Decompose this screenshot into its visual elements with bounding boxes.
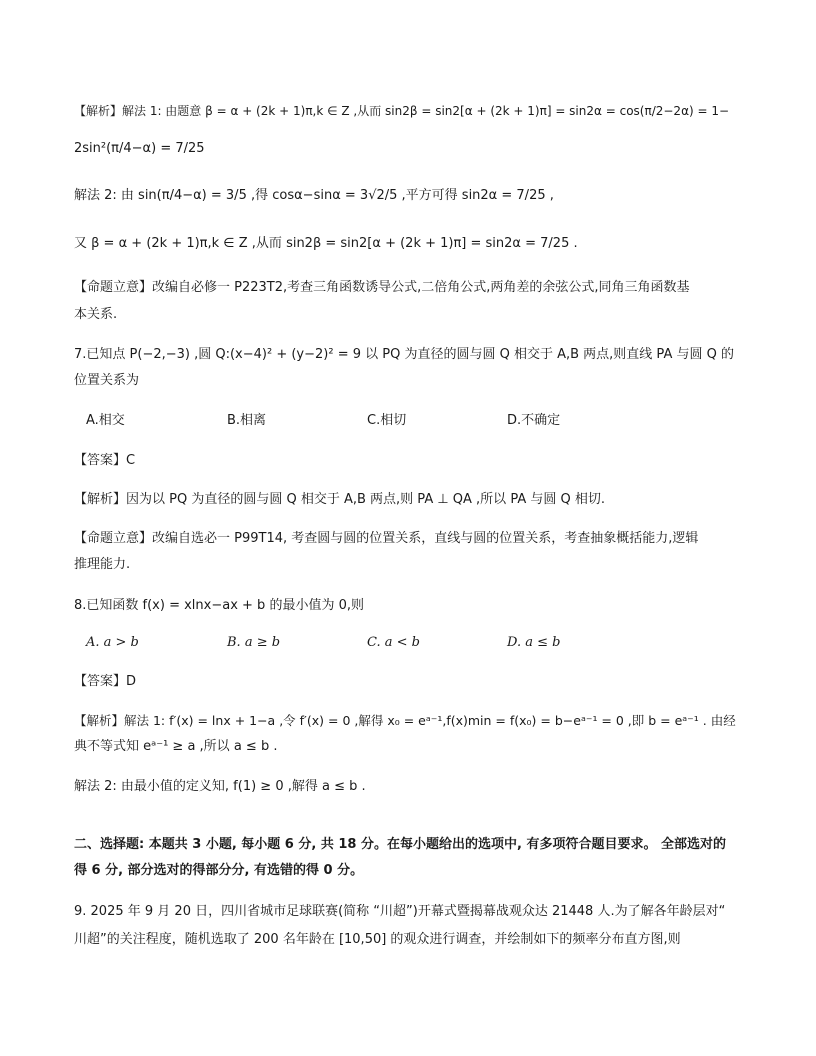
q7-option-a: A.相交 (86, 413, 125, 428)
q8-solution-method2: 解法 2: 由最小值的定义知, f(1) ≥ 0 ,解得 a ≤ b . (74, 779, 366, 794)
q8-solution-line-2: 典不等式知 eᵃ⁻¹ ≥ a ,所以 a ≤ b . (74, 739, 278, 754)
q6-solution-line-1: 【解析】解法 1: 由题意 β = α + (2k + 1)π,k ∈ Z ,从而 sin2β = sin2[α + (2k + 1)π] = sin2α = cos(π/2−2α) = 1− (74, 104, 730, 118)
q7-option-d: D.不确定 (507, 413, 561, 428)
section2-heading-line-2: 得 6 分, 部分选对的得部分分, 有选错的得 0 分。 (74, 863, 364, 878)
q7-option-b: B.相离 (227, 413, 267, 428)
q7-intent-line-1: 【命题立意】改编自选必一 P99T14, 考查圆与圆的位置关系，直线与圆的位置关系，考查抽象概括能力,逻辑 (74, 531, 699, 546)
section2-heading-line-1: 二、选择题: 本题共 3 小题, 每小题 6 分, 共 18 分。在每小题给出的选项中, 有多项符合题目要求。 全部选对的 (74, 837, 726, 852)
q8-option-b: B. a ≥ b (227, 635, 281, 650)
q7-stem-line-1: 7.已知点 P(−2,−3) ,圆 Q:(x−4)² + (y−2)² = 9 以 PQ 为直径的圆与圆 Q 相交于 A,B 两点,则直线 PA 与圆 Q 的 (74, 347, 734, 362)
q6-intent-line-2: 本关系. (74, 307, 118, 322)
q7-intent-line-2: 推理能力. (74, 557, 131, 572)
q6-intent-line-1: 【命题立意】改编自必修一 P223T2,考查三角函数诱导公式,二倍角公式,两角差的余弦公式,同角三角函数基 (74, 280, 690, 295)
q9-stem-line-1: 9. 2025 年 9 月 20 日，四川省城市足球联赛(简称 “川超”)开幕式暨揭幕战观众达 21448 人.为了解各年龄层对“ (74, 904, 726, 919)
q6-solution-line-2: 2sin²(π/4−α) = 7/25 (74, 141, 205, 156)
q6-solution-line-4: 又 β = α + (2k + 1)π,k ∈ Z ,从而 sin2β = sin2[α + (2k + 1)π] = sin2α = 7/25 . (74, 236, 578, 251)
q7-answer: 【答案】C (74, 453, 136, 468)
q6-solution-method2: 解法 2: 由 sin(π/4−α) = 3/5 ,得 cosα−sinα = 3√2/5 ,平方可得 sin2α = 7/25 , (74, 188, 554, 203)
q9-stem-line-2: 川超”的关注程度，随机选取了 200 名年龄在 [10,50] 的观众进行调查，并绘制如下的频率分布直方图,则 (74, 932, 681, 947)
q8-option-d: D. a ≤ b (507, 635, 561, 650)
q7-analysis: 【解析】因为以 PQ 为直径的圆与圆 Q 相交于 A,B 两点,则 PA ⊥ QA ,所以 PA 与圆 Q 相切. (74, 492, 605, 507)
q8-solution-line-1: 【解析】解法 1: f′(x) = lnx + 1−a ,令 f′(x) = 0 ,解得 x₀ = eᵃ⁻¹,f(x)min = f(x₀) = b−eᵃ⁻¹ = 0 ,即 b = eᵃ⁻¹ . 由经 (74, 713, 736, 728)
q8-answer: 【答案】D (74, 674, 137, 689)
q7-stem-line-2: 位置关系为 (74, 373, 140, 388)
q7-option-c: C.相切 (367, 413, 407, 428)
q8-stem: 8.已知函数 f(x) = xlnx−ax + b 的最小值为 0,则 (74, 598, 364, 613)
q8-option-a: A. a > b (86, 635, 139, 650)
q8-option-c: C. a < b (367, 635, 420, 650)
